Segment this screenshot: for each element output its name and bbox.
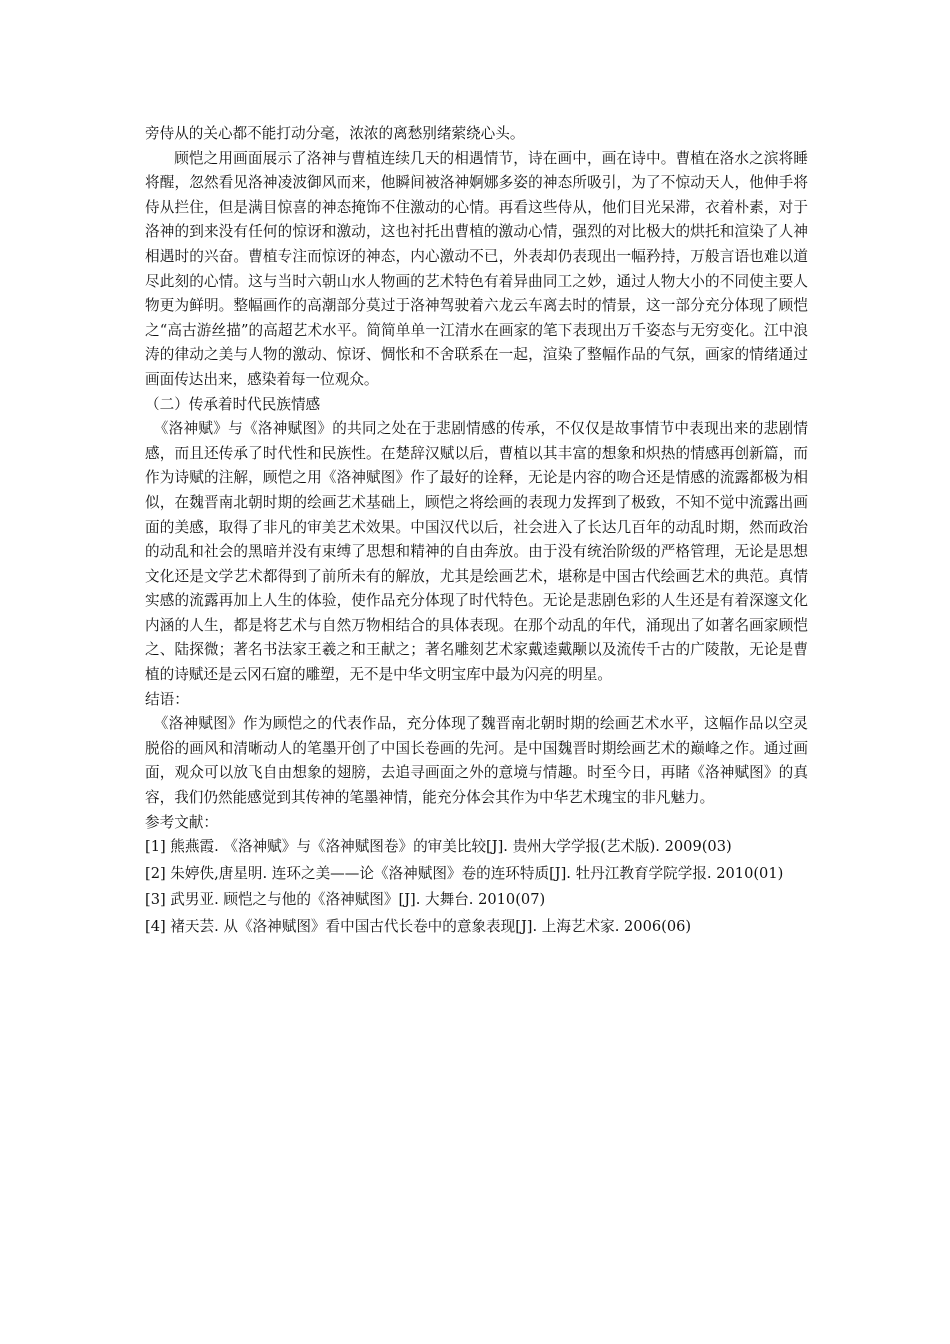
reference-item: [2] 朱婷佚,唐星明. 连环之美——论《洛神赋图》卷的连环特质[J]. 牡丹江教育学院学报. 2010(01) xyxy=(145,864,784,882)
reference-item: [3] 武男亚. 顾恺之与他的《洛神赋图》[J]. 大舞台. 2010(07) xyxy=(145,891,546,909)
references-heading: 参考文献： xyxy=(145,813,218,831)
paragraph-analysis: 顾恺之用画面展示了洛神与曹植连续几天的相遇情节，诗在画中，画在诗中。曹植在洛水之滨将睡将醒，忽然看见洛神凌波御风而来，他瞬间被洛神婀娜多姿的神态所吸引，为了不惊动天人，他伸手将侍从拦住，但是满目惊喜的神态掩饰不住激动的心情。再看这些侍从，他们目光呆滞，衣着朴素，对于洛神的到来没有任何的惊讶和激动，这也衬托出曹植的激动心情，强烈的对比极大的烘托和渲染了人神相遇时的兴奋。曹植专注而惊讶的神态，内心激动不已，外表却仍表现出一幅矜持，万般言语也难以道尽此刻的心情。这与当时六朝山水人物画的艺术特色有着异曲同工之妙，通过人物大小的不同使主要人物更为鲜明。整幅画作的高潮部分莫过于洛神驾驶着六龙云车离去时的情景，这一部分充分体现了顾恺之“高古游丝描”的高超艺术水平。简简单单一江清水在画家的笔下表现出万千姿态与无穷变化。江中浪涛的律动之美与人物的激动、惊讶、惆怅和不舍联系在一起，渲染了整幅作品的气氛，画家的情绪通过画面传达出来，感染着每一位观众。 xyxy=(145,149,808,388)
paragraph-inheritance: 《洛神赋》与《洛神赋图》的共同之处在于悲剧情感的传承，不仅仅是故事情节中表现出来的悲剧情感，而且还传承了时代性和民族性。在楚辞汉赋以后，曹植以其丰富的想象和炽热的情感再创新篇，而作为诗赋的注解，顾恺之用《洛神赋图》作了最好的诠释，无论是内容的吻合还是情感的流露都极为相似，在魏晋南北朝时期的绘画艺术基础上，顾恺之将绘画的表现力发挥到了极致，不知不觉中流露出画面的美感，取得了非凡的审美艺术效果。中国汉代以后，社会进入了长达几百年的动乱时期，然而政治的动乱和社会的黑暗并没有束缚了思想和精神的自由奔放。由于没有统治阶级的严格管理，无论是思想文化还是文学艺术都得到了前所未有的解放，尤其是绘画艺术，堪称是中国古代绘画艺术的典范。真情实感的流露再加上人生的体验，使作品充分体现了时代特色。无论是悲剧色彩的人生还是有着深邃文化内涵的人生，都是将艺术与自然万物相结合的具体表现。在那个动乱的年代，涌现出了如著名画家顾恺之、陆探微；著名书法家王羲之和王献之；著名雕刻艺术家戴逵戴颙以及流传千古的广陵散，无论是曹植的诗赋还是云冈石窟的雕塑，无不是中华文明宝库中最为闪亮的明星。 xyxy=(145,420,808,684)
reference-item: [4] 褚天芸. 从《洛神赋图》看中国古代长卷中的意象表现[J]. 上海艺术家. 2006(06) xyxy=(145,918,692,935)
paragraph-intro-tail: 旁侍从的关心都不能打动分毫，浓浓的离愁别绪萦绕心头。 xyxy=(145,125,525,142)
reference-item: [1] 熊燕霞. 《洛神赋》与《洛神赋图卷》的审美比较[J]. 贵州大学学报(艺术版). 2009(03) xyxy=(145,838,732,856)
document-page xyxy=(145,122,808,942)
paragraph-conclusion: 《洛神赋图》作为顾恺之的代表作品，充分体现了魏晋南北朝时期的绘画艺术水平，这幅作品以空灵脱俗的画风和清晰动人的笔墨开创了中国长卷画的先河。是中国魏晋时期绘画艺术的巅峰之作。通过画面，观众可以放飞自由想象的翅膀，去追寻画面之外的意境与情趣。时至今日，再睹《洛神赋图》的真容，我们仍然能感觉到其传神的笔墨神情，能充分体会其作为中华艺术瑰宝的非凡魅力。 xyxy=(145,715,808,807)
conclusion-heading: 结语： xyxy=(145,690,189,708)
references-list xyxy=(145,835,808,939)
section-heading-inheritance: （二）传承着时代民族情感 xyxy=(145,395,321,413)
